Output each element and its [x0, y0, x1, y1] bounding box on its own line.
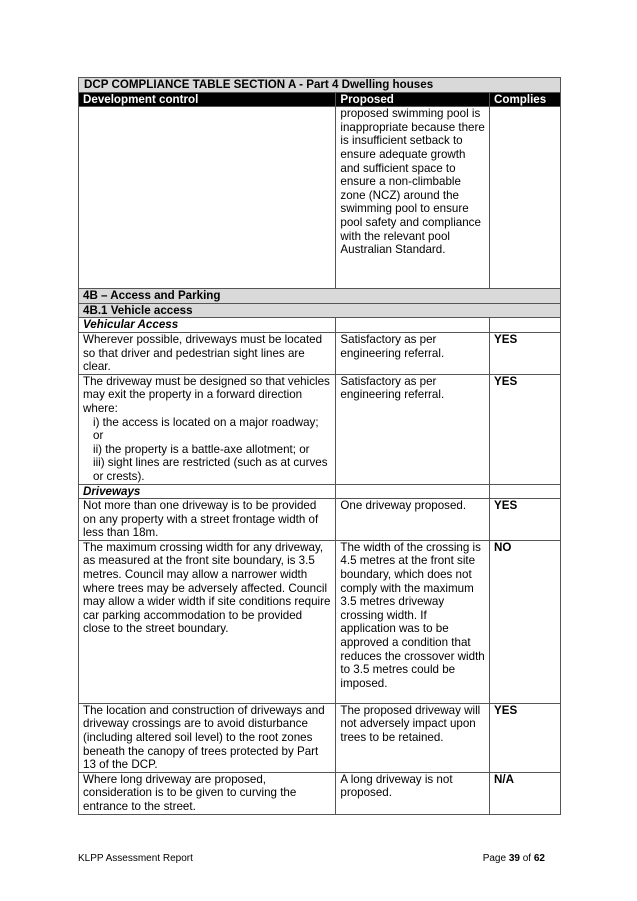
- carryover-complies-cell: [490, 107, 561, 289]
- complies-cell: YES: [490, 374, 561, 484]
- group-row: [79, 318, 561, 333]
- footer-report-name: KLPP Assessment Report: [78, 853, 193, 864]
- subsection-heading: 4B.1 Vehicle access: [79, 303, 561, 318]
- table-title-row: [79, 78, 561, 93]
- carryover-control-cell: [79, 107, 336, 289]
- control-cell: Where long driveway are proposed, consideration is to be given to curving the entrance to the street.: [79, 772, 336, 814]
- complies-cell: NO: [490, 540, 561, 703]
- footer-page-number: [483, 853, 545, 864]
- table-row: [79, 499, 561, 541]
- complies-cell: N/A: [490, 772, 561, 814]
- control-cell: Wherever possible, driveways must be located so that driver and pedestrian sight lines are clear.: [79, 332, 336, 374]
- control-cell: Not more than one driveway is to be provided on any property with a street frontage width of less than 18m.: [79, 499, 336, 541]
- table-row: [79, 332, 561, 374]
- table-row: [79, 772, 561, 814]
- complies-cell: YES: [490, 499, 561, 541]
- table-row: [79, 703, 561, 772]
- page-label: Page: [482, 853, 507, 864]
- section-row: [79, 289, 561, 304]
- page-current: 39: [508, 853, 520, 864]
- control-intro: The driveway must be designed so that vehicles may exit the property in a forward direction where:: [83, 374, 330, 415]
- header-control: Development control: [79, 92, 336, 107]
- group-heading-driveways: Driveways: [79, 484, 336, 499]
- control-or: or: [93, 429, 104, 443]
- dcp-compliance-table: [78, 77, 561, 815]
- control-cell: The maximum crossing width for any driveway, as measured at the front site boundary, is 3.5 metres. Council may allow a narrower width where trees may be adversely affected. Council may allow a wider width if site conditions require car parking accommodation to be provided close to the street boundary.: [79, 540, 336, 703]
- table-row: [79, 540, 561, 703]
- page-total: 62: [533, 853, 545, 864]
- table-row: [79, 107, 561, 289]
- subsection-row: [79, 303, 561, 318]
- proposed-cell: The proposed driveway will not adversely impact upon trees to be retained.: [336, 703, 490, 772]
- header-row: [79, 92, 561, 107]
- carryover-proposed-cell: proposed swimming pool is inappropriate because there is insufficient setback to ensure adequate growth and sufficient space to ensure a non-climbable zone (NCZ) around the swimming pool to ensure pool safety and compliance with the relevant pool Australian Standard.: [336, 107, 490, 289]
- group-heading-vehicular-access: Vehicular Access: [79, 318, 336, 333]
- control-item: i) the access is located on a major roadway;: [93, 415, 319, 429]
- page-of: of: [522, 853, 532, 864]
- proposed-cell: One driveway proposed.: [336, 499, 490, 541]
- control-item: ii) the property is a battle-axe allotment; or: [93, 442, 310, 456]
- control-item: iii) sight lines are restricted (such as at curves or crests).: [93, 456, 328, 483]
- table-title: DCP COMPLIANCE TABLE SECTION A - Part 4 Dwelling houses: [79, 78, 561, 93]
- header-complies: Complies: [490, 92, 561, 107]
- header-proposed: Proposed: [336, 92, 490, 107]
- proposed-cell: The width of the crossing is 4.5 metres at the front site boundary, which does not comply with the maximum 3.5 metres driveway crossing width. If application was to be approved a condition that reduces the crossover width to 3.5 metres could be imposed.: [336, 540, 490, 703]
- section-heading: 4B – Access and Parking: [79, 289, 561, 304]
- proposed-cell: Satisfactory as per engineering referral.: [336, 332, 490, 374]
- control-cell: [79, 374, 336, 484]
- proposed-cell: A long driveway is not proposed.: [336, 772, 490, 814]
- proposed-cell: Satisfactory as per engineering referral.: [336, 374, 490, 484]
- control-cell: The location and construction of driveways and driveway crossings are to avoid disturbance (including altered soil level) to the root zones beneath the canopy of trees protected by Part 13 of the DCP.: [79, 703, 336, 772]
- complies-cell: YES: [490, 703, 561, 772]
- group-row: [79, 484, 561, 499]
- table-row: [79, 374, 561, 484]
- complies-cell: YES: [490, 332, 561, 374]
